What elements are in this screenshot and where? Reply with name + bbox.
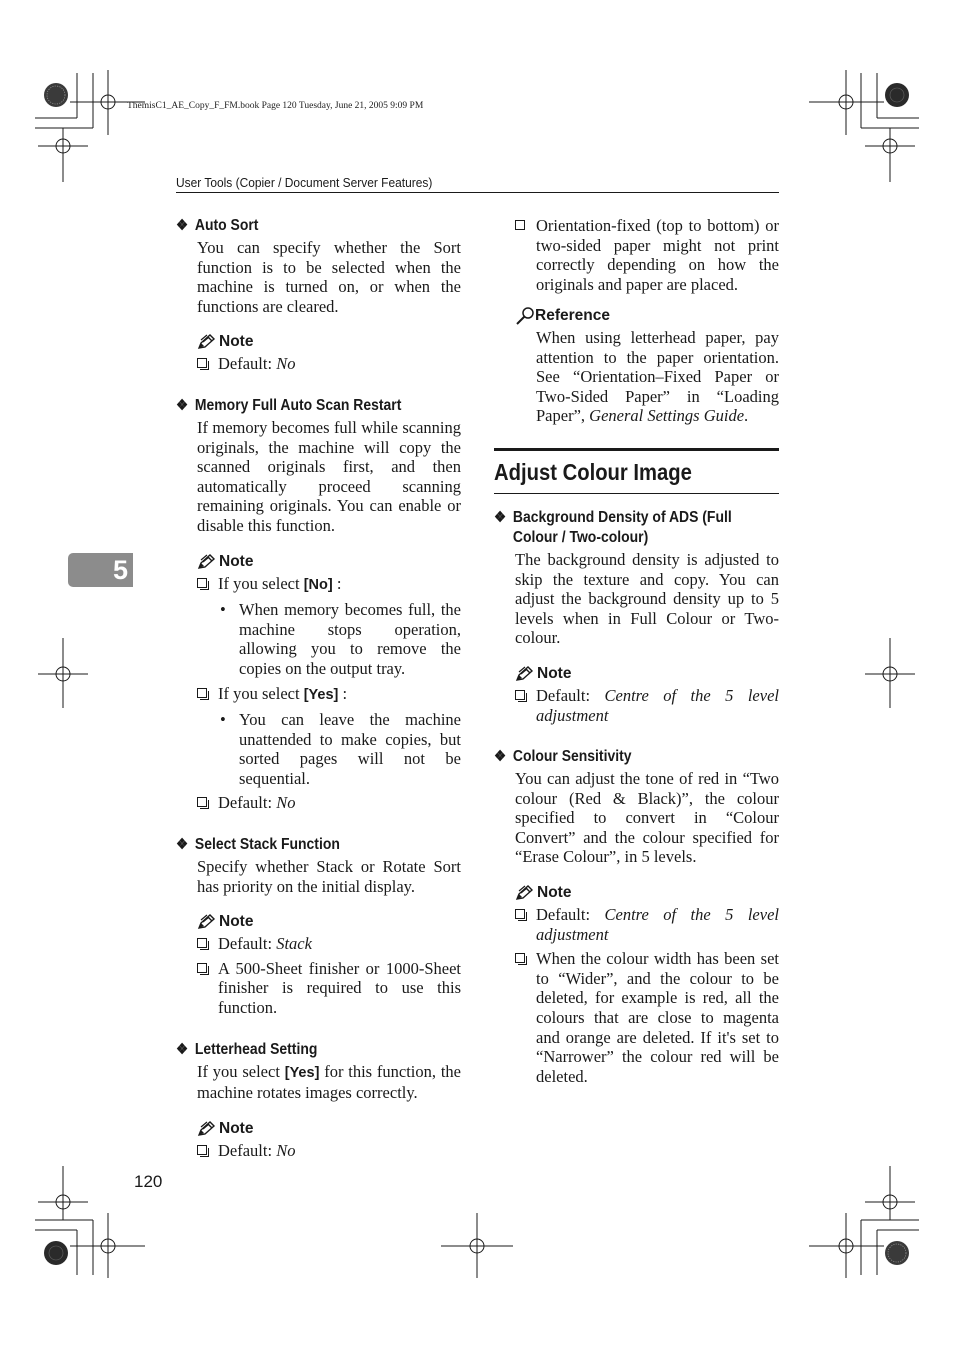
bullet-item: • You can leave the machine unattended to make copies, but sorted pages will not be sequential. [220,710,461,788]
item-body: You can specify whether the Sort function is to be selected when the machine is turned on, or when the functions are cleared. [197,238,461,316]
note-heading: Note [197,332,461,352]
colour-sensitivity-section [494,747,779,1086]
checkbox-icon [197,797,207,807]
page-number: 120 [134,1172,163,1191]
checkbox-icon [515,953,525,963]
letterhead-section [176,1040,461,1161]
item-body: If you select [Yes] for this function, the machine rotates images correctly. [197,1061,461,1103]
memory-full-section [176,396,461,813]
diamond-icon: ❖ [494,508,507,526]
note-item: A 500-Sheet finisher or 1000-Sheet finisher is required to use this function. [197,959,461,1018]
note-item: Default: No [197,354,461,374]
background-density-section [494,508,779,725]
item-body: The background density is adjusted to skip the texture and copy. You can adjust the background density up to 5 levels when in Full Colour or Two-colour. [515,549,779,648]
note-item: Default: Centre of the 5 level adjustment [515,686,779,725]
bullet-dot: • [220,600,226,620]
note-heading: Note [515,664,779,684]
auto-sort-section [176,216,461,374]
item-body: If memory becomes full while scanning originals, the machine will copy the scanned originals first, and then automatically proceed scanning remaining originals. You can enable or disable this function. [197,417,461,535]
key-yes: [Yes] [284,1064,320,1081]
diamond-icon: ❖ [176,396,189,414]
checkbox-icon [197,578,207,588]
note-item: If you select [Yes] : [197,684,461,706]
pencil-icon [197,1121,216,1137]
item-heading: ❖ Memory Full Auto Scan Restart [176,396,402,414]
key-no: [No] [303,576,333,593]
reference-body: When using letterhead paper, pay attention to the paper orientation. See “Orientation–Fixed Paper or Two-Sided Paper” in “Loading Paper”, General Settings Guide. [536,327,779,426]
pencil-icon [515,885,534,901]
item-body: You can adjust the tone of red in “Two colour (Red & Black)”, the colour specified to convert in “Colour Convert” and the colour specified for “Erase Colour”, in 5 levels. [515,769,779,867]
checkbox-icon [197,963,207,973]
note-item: If you select [No] : [197,574,461,596]
bullet-item: • When memory becomes full, the machine stops operation, allowing you to remove the copies on the output tray. [220,600,461,678]
chapter-number: 5 [112,555,128,585]
item-heading: ❖ Letterhead Setting [176,1040,318,1058]
right-column [494,216,779,1086]
checkbox-icon [197,938,207,948]
select-stack-section [176,835,461,1018]
checkbox-icon [515,220,525,230]
item-heading: ❖ Background Density of ADS (Full Colour / Two-colour) [494,508,732,546]
reference-heading: Reference [515,306,779,326]
note-heading: Note [515,883,779,903]
magnifier-icon [515,307,535,325]
diamond-icon: ❖ [176,217,189,234]
key-yes: [Yes] [303,686,339,703]
running-header: User Tools (Copier / Document Server Features) [176,175,433,190]
note-item: Default: No [197,793,461,813]
pencil-icon [197,914,216,930]
pencil-icon [197,334,216,350]
note-item: Orientation-fixed (top to bottom) or two-sided paper might not print correctly depending on how the originals and paper are placed. [515,216,779,294]
pencil-icon [197,554,216,570]
checkbox-icon [197,1145,207,1155]
note-item: When the colour width has been set to “Wider”, and the colour to be deleted, for example is red, all the colours that are close to magenta and orange are deleted. If it's set to “Narrower” the colour red will be deleted. [515,949,779,1086]
section-title-block [494,448,779,494]
header-rule [176,192,779,193]
chapter-tab [68,553,133,587]
checkbox-icon [515,690,525,700]
checkbox-icon [197,688,207,698]
diamond-icon: ❖ [176,836,189,854]
note-item: Default: Stack [197,934,461,954]
checkbox-icon [197,358,207,368]
left-column [176,216,461,1160]
section-title: Adjust Colour Image [494,458,692,485]
file-info: ThemisC1_AE_Copy_F_FM.book Page 120 Tuesday, June 21, 2005 9:09 PM [127,101,424,111]
pencil-icon [515,666,534,682]
item-heading: ❖ Colour Sensitivity [494,748,632,766]
diamond-icon: ❖ [176,1040,189,1058]
checkbox-icon [515,909,525,919]
note-heading: Note [197,912,461,932]
note-heading: Note [197,552,461,572]
item-body: Specify whether Stack or Rotate Sort has priority on the initial display. [197,857,461,896]
note-heading: Note [197,1119,461,1139]
bullet-dot: • [220,710,226,730]
diamond-icon: ❖ [494,748,507,766]
note-item: Default: Centre of the 5 level adjustment [515,905,779,944]
item-heading: ❖ Select Stack Function [176,836,340,854]
item-heading: ❖ Auto Sort [176,217,259,234]
note-item: Default: No [197,1141,461,1161]
